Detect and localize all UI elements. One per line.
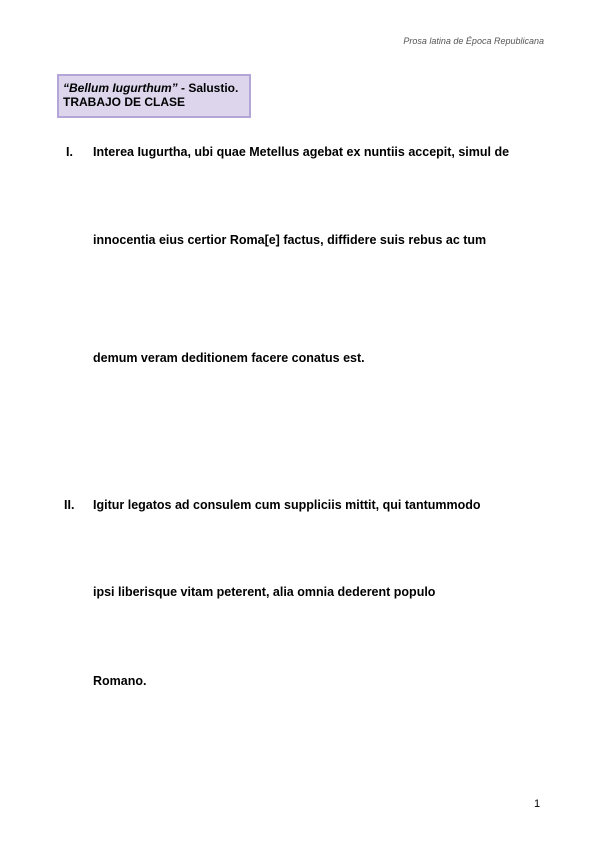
text-line: Igitur legatos ad consulem cum suppliciis mittit, qui tantummodo (93, 498, 481, 512)
text-line: Romano. (93, 674, 147, 688)
running-header: Prosa latina de Época Republicana (403, 36, 544, 46)
text-line: innocentia eius certior Roma[e] factus, diffidere suis rebus ac tum (93, 233, 487, 247)
author: - Salustio. (177, 81, 239, 95)
text-line: ipsi liberisque vitam peterent, alia omnia dederent populo (93, 585, 436, 599)
section-numeral: II. (64, 498, 75, 512)
section-numeral: I. (66, 145, 73, 159)
title-box (57, 74, 251, 118)
text-line: Interea Iugurtha, ubi quae Metellus agebat ex nuntiis accepit, simul de (93, 145, 510, 159)
subtitle: TRABAJO DE CLASE (63, 95, 186, 109)
text-line: demum veram deditionem facere conatus est. (93, 351, 365, 365)
work-title: “Bellum Iugurthum” (63, 81, 178, 95)
page-number: 1 (534, 798, 541, 810)
